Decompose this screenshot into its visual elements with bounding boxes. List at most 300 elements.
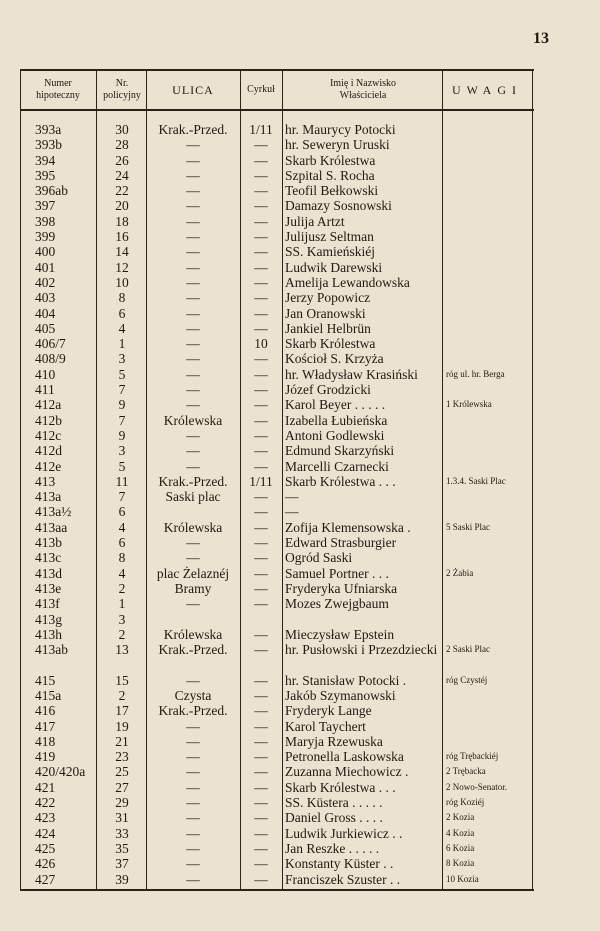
table-row xyxy=(20,627,534,642)
cell-wlasciciel: Maryja Rzewuska xyxy=(285,733,383,749)
cell-ulica: — xyxy=(186,366,200,382)
cell-ulica: — xyxy=(186,535,200,551)
cell-wlasciciel: Skarb Królestwa xyxy=(285,152,376,168)
cell-ulica: — xyxy=(186,397,200,413)
cell-numer: 418 xyxy=(35,733,56,749)
cell-wlasciciel: Amelija Lewandowska xyxy=(285,274,410,290)
cell-policyjny: 1 xyxy=(118,596,126,612)
cell-ulica: — xyxy=(186,550,200,566)
cell-policyjny: 13 xyxy=(115,642,129,658)
cell-numer: 424 xyxy=(35,825,56,841)
cell-policyjny: 10 xyxy=(115,274,129,290)
cell-ulica: — xyxy=(186,427,200,443)
cell-numer: 416 xyxy=(35,703,56,719)
cell-ulica: — xyxy=(186,795,200,811)
cell-wlasciciel: Edmund Skarzyński xyxy=(285,443,395,459)
page-number: 13 xyxy=(533,30,549,47)
cell-ulica: — xyxy=(186,229,200,245)
cell-numer: 396ab xyxy=(35,183,68,199)
cell-cyrkul: — xyxy=(254,856,268,872)
table-row xyxy=(20,351,534,366)
cell-wlasciciel: Fryderyk Lange xyxy=(285,703,372,719)
cell-uwagi: 1 Królewska xyxy=(446,399,492,410)
table-row xyxy=(20,535,534,550)
cell-wlasciciel: Marcelli Czarnecki xyxy=(285,458,389,474)
cell-policyjny: 37 xyxy=(115,856,129,872)
cell-numer: 393a xyxy=(35,122,62,137)
cell-cyrkul: — xyxy=(254,565,268,581)
cell-numer: 412b xyxy=(35,412,62,428)
cell-ulica: — xyxy=(186,458,200,474)
cell-cyrkul: — xyxy=(254,779,268,795)
cell-policyjny: 14 xyxy=(115,244,129,260)
table-row xyxy=(20,413,534,428)
cell-wlasciciel: SS. Kamieńskiéj xyxy=(285,244,375,260)
cell-cyrkul: — xyxy=(254,412,268,428)
cell-ulica: — xyxy=(186,840,200,856)
header-wlasciciel: Imię i Nazwisko Właściciela xyxy=(329,78,397,101)
table-row xyxy=(20,780,534,795)
cell-cyrkul: — xyxy=(254,366,268,382)
cell-ulica: — xyxy=(186,167,200,183)
cell-numer: 413a xyxy=(35,489,62,505)
table-row xyxy=(20,459,534,474)
table-row xyxy=(20,703,534,718)
cell-uwagi: 4 Kozia xyxy=(446,827,475,838)
cell-policyjny: 7 xyxy=(118,382,126,398)
cell-policyjny: 3 xyxy=(118,443,126,459)
cell-policyjny: 12 xyxy=(115,259,129,275)
cell-ulica: — xyxy=(186,351,200,367)
cell-numer: 419 xyxy=(35,749,56,765)
cell-policyjny: 2 xyxy=(118,580,126,596)
cell-policyjny: 9 xyxy=(118,397,126,413)
cell-policyjny: 17 xyxy=(115,703,129,719)
cell-numer: 410 xyxy=(35,366,56,382)
cell-ulica: — xyxy=(186,305,200,321)
cell-cyrkul: — xyxy=(254,810,268,826)
cell-cyrkul: — xyxy=(254,290,268,306)
cell-ulica: — xyxy=(186,259,200,275)
cell-ulica: — xyxy=(186,672,200,688)
cell-ulica: — xyxy=(186,336,200,352)
cell-uwagi: 10 Kozia xyxy=(446,873,479,884)
cell-ulica: Krak.-Przed. xyxy=(158,473,228,489)
cell-ulica: — xyxy=(186,244,200,260)
table-row xyxy=(20,673,534,688)
cell-cyrkul: — xyxy=(254,244,268,260)
table-row xyxy=(20,321,534,336)
table-row xyxy=(20,734,534,749)
cell-policyjny: 21 xyxy=(115,733,129,749)
cell-numer: 401 xyxy=(35,259,56,275)
table-row xyxy=(20,841,534,856)
cell-numer: 415a xyxy=(35,687,62,703)
header-ulica: ULICA xyxy=(172,83,214,97)
cell-ulica: — xyxy=(186,871,200,887)
cell-cyrkul: — xyxy=(254,871,268,887)
table-bottom-rule xyxy=(20,889,534,891)
table-row xyxy=(20,168,534,183)
cell-ulica: — xyxy=(186,764,200,780)
cell-ulica: — xyxy=(186,749,200,765)
cell-cyrkul: — xyxy=(254,519,268,535)
cell-cyrkul: — xyxy=(254,733,268,749)
cell-ulica: — xyxy=(186,198,200,214)
cell-ulica: — xyxy=(186,779,200,795)
cell-policyjny: 27 xyxy=(115,779,129,795)
cell-ulica: Krak.-Przed. xyxy=(158,642,228,658)
cell-policyjny: 30 xyxy=(115,122,129,137)
table-row xyxy=(20,244,534,259)
cell-ulica: — xyxy=(186,596,200,612)
cell-wlasciciel: Ludwik Jurkiewicz . . xyxy=(285,825,403,841)
cell-cyrkul: — xyxy=(254,840,268,856)
cell-numer: 413c xyxy=(35,550,62,566)
cell-wlasciciel: Edward Strasburgier xyxy=(285,535,397,551)
cell-wlasciciel: Józef Grodzicki xyxy=(285,382,371,398)
cell-ulica: Krak.-Przed. xyxy=(158,122,228,137)
table-row xyxy=(20,520,534,535)
cell-policyjny: 39 xyxy=(115,871,129,887)
cell-cyrkul: — xyxy=(254,642,268,658)
cell-numer: 413ab xyxy=(35,642,68,658)
table-row xyxy=(20,719,534,734)
cell-uwagi: 2 Żabia xyxy=(446,567,474,578)
cell-wlasciciel: Kościoł S. Krzyża xyxy=(285,351,384,367)
cell-numer: 413 xyxy=(35,473,56,489)
cell-wlasciciel: Antoni Godlewski xyxy=(285,427,385,443)
cell-wlasciciel: Jankiel Helbrün xyxy=(285,320,371,336)
cell-cyrkul: — xyxy=(254,504,268,520)
cell-cyrkul: — xyxy=(254,672,268,688)
cell-wlasciciel: Petronella Laskowska xyxy=(285,749,404,765)
cell-ulica: — xyxy=(186,718,200,734)
cell-policyjny: 7 xyxy=(118,412,126,428)
cell-numer: 422 xyxy=(35,795,56,811)
table-row xyxy=(20,688,534,703)
cell-policyjny: 19 xyxy=(115,718,129,734)
cell-numer: 404 xyxy=(35,305,56,321)
cell-cyrkul: — xyxy=(254,749,268,765)
cell-policyjny: 6 xyxy=(118,504,126,520)
header-rule xyxy=(20,109,534,111)
cell-wlasciciel: Daniel Gross . . . . xyxy=(285,810,383,826)
cell-cyrkul: — xyxy=(254,443,268,459)
cell-policyjny: 2 xyxy=(118,626,126,642)
cell-policyjny: 23 xyxy=(115,749,129,765)
cell-policyjny: 22 xyxy=(115,183,129,199)
cell-ulica: Królewska xyxy=(163,412,223,428)
cell-numer: 411 xyxy=(35,382,55,398)
cell-wlasciciel: Mozes Zwejgbaum xyxy=(285,596,389,612)
table-row xyxy=(20,872,534,887)
cell-cyrkul: — xyxy=(254,382,268,398)
cell-policyjny: 6 xyxy=(118,535,126,551)
cell-cyrkul: — xyxy=(254,152,268,168)
table-row xyxy=(20,306,534,321)
cell-ulica: — xyxy=(186,152,200,168)
cell-numer: 394 xyxy=(35,152,56,168)
table-row xyxy=(20,749,534,764)
cell-cyrkul: — xyxy=(254,718,268,734)
table-row xyxy=(20,443,534,458)
cell-numer: 413e xyxy=(35,580,62,596)
table-row xyxy=(20,397,534,412)
cell-cyrkul: 1/11 xyxy=(249,122,273,137)
cell-cyrkul: — xyxy=(254,259,268,275)
cell-ulica: Królewska xyxy=(163,519,223,535)
cell-uwagi: 5 Saski Plac xyxy=(446,521,490,532)
cell-wlasciciel: Konstanty Küster . . xyxy=(285,856,394,872)
cell-wlasciciel: Jakób Szymanowski xyxy=(285,687,396,703)
cell-policyjny: 20 xyxy=(115,198,129,214)
cell-policyjny: 1 xyxy=(118,336,126,352)
table-row xyxy=(20,596,534,611)
cell-uwagi: 6 Kozia xyxy=(446,842,475,853)
table-top-rule xyxy=(20,69,534,71)
cell-numer: 417 xyxy=(35,718,56,734)
cell-numer: 413a½ xyxy=(35,504,72,520)
cell-cyrkul: — xyxy=(254,397,268,413)
table-row xyxy=(20,229,534,244)
cell-uwagi: róg Trębackiéj xyxy=(446,751,499,762)
cell-wlasciciel: Julija Artzt xyxy=(285,213,345,229)
cell-policyjny: 4 xyxy=(118,519,126,535)
cell-numer: 413g xyxy=(35,611,62,627)
cell-policyjny: 3 xyxy=(118,351,126,367)
cell-policyjny: 16 xyxy=(115,229,129,245)
cell-uwagi: 2 Nowo-Senator. xyxy=(446,781,507,792)
table-body xyxy=(20,122,534,887)
cell-policyjny: 6 xyxy=(118,305,126,321)
cell-wlasciciel: Franciszek Szuster . . xyxy=(285,871,401,887)
cell-numer: 425 xyxy=(35,840,56,856)
cell-cyrkul: — xyxy=(254,703,268,719)
cell-wlasciciel: Samuel Portner . . . xyxy=(285,565,389,581)
cell-cyrkul: — xyxy=(254,795,268,811)
cell-wlasciciel: hr. Maurycy Potocki xyxy=(285,122,396,137)
table-row xyxy=(20,290,534,305)
cell-cyrkul: — xyxy=(254,550,268,566)
cell-policyjny: 26 xyxy=(115,152,129,168)
cell-wlasciciel: Jan Oranowski xyxy=(285,305,366,321)
cell-policyjny: 31 xyxy=(115,810,129,826)
cell-cyrkul: — xyxy=(254,320,268,336)
cell-wlasciciel: hr. Stanisław Potocki . xyxy=(285,672,407,688)
table-row xyxy=(20,856,534,871)
cell-wlasciciel: hr. Pusłowski i Przezdziecki xyxy=(285,642,438,658)
cell-uwagi: 2 Trębacka xyxy=(446,766,486,777)
cell-wlasciciel: Ogród Saski xyxy=(285,550,353,566)
table-row xyxy=(20,764,534,779)
cell-wlasciciel: Zofija Klemensowska . xyxy=(285,519,411,535)
cell-numer: 413d xyxy=(35,565,62,581)
table-row xyxy=(20,474,534,489)
table-row xyxy=(20,550,534,565)
header-policyjny: Nr. policyjny xyxy=(103,78,141,101)
cell-ulica: Czysta xyxy=(174,687,212,703)
cell-ulica: Bramy xyxy=(174,580,212,596)
cell-numer: 403 xyxy=(35,290,56,306)
cell-ulica: — xyxy=(186,320,200,336)
table-row xyxy=(20,382,534,397)
cell-wlasciciel: Fryderyka Ufniarska xyxy=(285,580,398,596)
cell-wlasciciel: hr. Seweryn Uruski xyxy=(285,137,390,153)
cell-cyrkul: — xyxy=(254,825,268,841)
cell-numer: 421 xyxy=(35,779,56,795)
table-row xyxy=(20,122,534,137)
table-row xyxy=(20,183,534,198)
cell-numer: 412e xyxy=(35,458,62,474)
cell-uwagi: róg Czystéj xyxy=(446,674,488,685)
cell-cyrkul: — xyxy=(254,596,268,612)
cell-cyrkul: — xyxy=(254,213,268,229)
cell-ulica: plac Żelaznéj xyxy=(156,565,230,581)
cell-uwagi: 2 Saski Plac xyxy=(446,644,490,655)
table-row xyxy=(20,367,534,382)
cell-policyjny: 9 xyxy=(118,427,126,443)
cell-numer: 415 xyxy=(35,672,56,688)
cell-ulica: — xyxy=(186,856,200,872)
table-row xyxy=(20,214,534,229)
cell-ulica: Krak.-Przed. xyxy=(158,703,228,719)
cell-cyrkul: — xyxy=(254,687,268,703)
cell-ulica: — xyxy=(186,443,200,459)
cell-wlasciciel: Mieczysław Epstein xyxy=(285,626,395,642)
cell-policyjny: 35 xyxy=(115,840,129,856)
header-cyrkul: Cyrkuł xyxy=(247,84,275,95)
cell-numer: 402 xyxy=(35,274,56,290)
cell-ulica: — xyxy=(186,825,200,841)
cell-wlasciciel: hr. Władysław Krasiński xyxy=(285,366,418,382)
cell-numer: 420/420a xyxy=(35,764,86,780)
table-row xyxy=(20,428,534,443)
cell-numer: 427 xyxy=(35,871,56,887)
table-row xyxy=(20,795,534,810)
cell-numer: 423 xyxy=(35,810,56,826)
cell-cyrkul: — xyxy=(254,274,268,290)
cell-policyjny: 3 xyxy=(118,611,126,627)
cell-cyrkul: — xyxy=(254,167,268,183)
cell-wlasciciel: Szpital S. Rocha xyxy=(285,167,375,183)
cell-ulica: Saski plac xyxy=(165,489,221,505)
cell-numer: 413b xyxy=(35,535,62,551)
cell-wlasciciel: Karol Beyer . . . . . xyxy=(285,397,386,413)
cell-policyjny: 4 xyxy=(118,565,126,581)
table-row xyxy=(20,153,534,168)
cell-wlasciciel: Jan Reszke . . . . . xyxy=(285,840,380,856)
cell-cyrkul: — xyxy=(254,427,268,443)
cell-numer: 397 xyxy=(35,198,56,214)
table-row xyxy=(20,504,534,519)
cell-numer: 399 xyxy=(35,229,56,245)
cell-cyrkul: — xyxy=(254,489,268,505)
cell-policyjny: 24 xyxy=(115,167,129,183)
cell-cyrkul: — xyxy=(254,305,268,321)
cell-ulica: — xyxy=(186,733,200,749)
cell-wlasciciel: Karol Taychert xyxy=(285,718,366,734)
cell-wlasciciel: Ludwik Darewski xyxy=(285,259,383,275)
cell-cyrkul: — xyxy=(254,183,268,199)
cell-ulica: Królewska xyxy=(163,626,223,642)
cell-numer: 398 xyxy=(35,213,56,229)
cell-ulica: — xyxy=(186,213,200,229)
cell-cyrkul: — xyxy=(254,351,268,367)
cell-wlasciciel: — xyxy=(285,504,299,520)
cell-policyjny: 8 xyxy=(118,550,126,566)
cell-policyjny: 5 xyxy=(118,366,126,382)
cell-numer: 393b xyxy=(35,137,62,153)
cell-ulica: — xyxy=(186,810,200,826)
table-row xyxy=(20,642,534,673)
cell-cyrkul: — xyxy=(254,229,268,245)
cell-wlasciciel: Zuzanna Miechowicz . xyxy=(285,764,409,780)
register-table xyxy=(20,69,534,891)
cell-ulica: — xyxy=(186,274,200,290)
cell-numer: 412c xyxy=(35,427,62,443)
cell-ulica: — xyxy=(186,382,200,398)
cell-policyjny: 33 xyxy=(115,825,129,841)
cell-numer: 405 xyxy=(35,320,56,336)
cell-policyjny: 2 xyxy=(118,687,126,703)
cell-numer: 395 xyxy=(35,167,56,183)
cell-numer: 413f xyxy=(35,596,60,612)
cell-cyrkul: 1/11 xyxy=(249,473,273,489)
cell-cyrkul: — xyxy=(254,626,268,642)
cell-wlasciciel: Jerzy Popowicz xyxy=(285,290,371,306)
table-row xyxy=(20,489,534,504)
cell-policyjny: 25 xyxy=(115,764,129,780)
cell-policyjny: 11 xyxy=(115,473,129,489)
cell-policyjny: 15 xyxy=(115,672,129,688)
cell-ulica: — xyxy=(186,137,200,153)
cell-policyjny: 8 xyxy=(118,290,126,306)
table-row xyxy=(20,260,534,275)
cell-wlasciciel: Skarb Królestwa . . . xyxy=(285,779,396,795)
header-uwagi: UWAGI xyxy=(452,83,522,97)
cell-cyrkul: — xyxy=(254,535,268,551)
cell-uwagi: róg ul. hr. Berga xyxy=(446,368,505,379)
cell-numer: 413h xyxy=(35,626,62,642)
cell-uwagi: 8 Kozia xyxy=(446,858,475,869)
table-row xyxy=(20,198,534,213)
cell-policyjny: 4 xyxy=(118,320,126,336)
cell-numer: 406/7 xyxy=(35,336,66,352)
cell-ulica: — xyxy=(186,290,200,306)
cell-wlasciciel: Damazy Sosnowski xyxy=(285,198,392,214)
cell-wlasciciel: SS. Küstera . . . . . xyxy=(285,795,383,811)
table-row xyxy=(20,826,534,841)
table-row xyxy=(20,137,534,152)
cell-wlasciciel: Julijusz Seltman xyxy=(285,229,374,245)
cell-cyrkul: — xyxy=(254,580,268,596)
cell-wlasciciel: Skarb Królestwa . . . xyxy=(285,473,396,489)
cell-wlasciciel: — xyxy=(285,489,299,505)
cell-wlasciciel: Teofil Bełkowski xyxy=(285,183,379,199)
cell-policyjny: 28 xyxy=(115,137,129,153)
table-row xyxy=(20,810,534,825)
cell-wlasciciel: Skarb Królestwa xyxy=(285,336,376,352)
table-row xyxy=(20,566,534,581)
table-row xyxy=(20,581,534,596)
cell-numer: 408/9 xyxy=(35,351,66,367)
header-numer: Numer hipoteczny xyxy=(36,78,80,101)
cell-uwagi: 1.3.4. Saski Plac xyxy=(446,475,506,486)
cell-numer: 413aa xyxy=(35,519,68,535)
table-row xyxy=(20,612,534,627)
cell-ulica: — xyxy=(186,183,200,199)
